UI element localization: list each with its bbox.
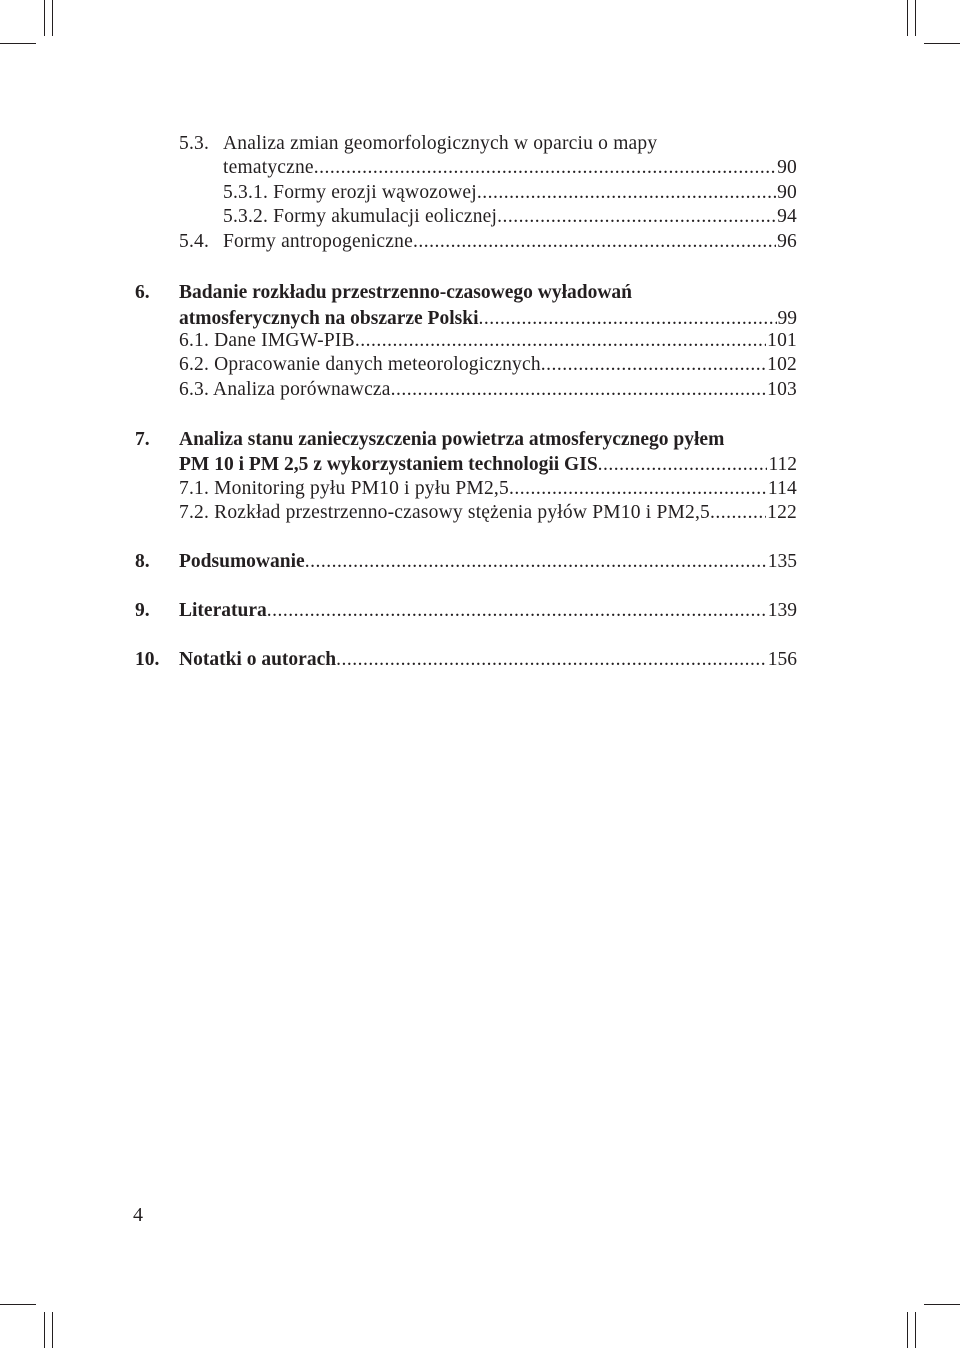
toc-title-line: PM 10 i PM 2,5 z wykorzystaniem technologii GIS	[179, 454, 598, 475]
dot-leader	[598, 453, 768, 477]
toc-number: 6.	[135, 282, 150, 303]
toc-title: Literatura	[179, 600, 267, 621]
crop-mark-top-left-v	[44, 0, 45, 36]
toc-title: 7.1. Monitoring pyłu PM10 i pyłu PM2,5	[179, 478, 509, 499]
toc-page: 101	[767, 330, 797, 351]
dot-leader	[314, 156, 776, 180]
crop-mark-top-right-v2	[915, 0, 916, 36]
dot-leader	[541, 353, 766, 377]
dot-leader	[497, 205, 776, 229]
toc-title-line: atmosferycznych na obszarze Polski	[179, 308, 479, 329]
toc-entry-5-4[interactable]	[0, 230, 800, 254]
toc-leader	[179, 550, 797, 574]
crop-mark-top-left-v2	[52, 0, 53, 36]
toc-title: 7.2. Rozkład przestrzenno-czasowy stężenia pyłów PM10 i PM2,5	[179, 502, 711, 523]
toc-page: 122	[767, 502, 797, 523]
toc-chapter-7[interactable]	[0, 428, 800, 478]
toc-page: 112	[768, 454, 797, 475]
dot-leader	[413, 230, 776, 254]
toc-entry-6-2[interactable]	[179, 353, 797, 377]
dot-leader	[710, 501, 766, 525]
toc-page: 114	[767, 478, 797, 499]
toc-page: 90	[777, 157, 797, 178]
toc-title-line: Analiza stanu zanieczyszczenia powietrza atmosferycznego pyłem	[179, 429, 725, 450]
toc-chapter-10[interactable]	[0, 648, 800, 672]
toc-leader	[179, 453, 797, 477]
toc-title-line: Analiza zmian geomorfologicznych w oparciu o mapy	[223, 133, 658, 154]
crop-mark-top-left-h	[0, 43, 36, 44]
crop-mark-bottom-left-v	[44, 1312, 45, 1348]
toc-leader	[179, 307, 797, 331]
toc-title: 5.3.2. Formy akumulacji eolicznej	[223, 206, 498, 227]
dot-leader	[479, 307, 777, 331]
toc-page: 99	[777, 308, 797, 329]
toc-entry-5-3[interactable]	[0, 132, 800, 180]
toc-number: 9.	[135, 600, 150, 621]
crop-mark-top-right-v	[907, 0, 908, 36]
toc-page: 135	[767, 551, 797, 572]
toc-title: 6.2. Opracowanie danych meteorologicznych	[179, 354, 541, 375]
crop-mark-bottom-left-h	[0, 1304, 36, 1305]
dot-leader	[355, 329, 766, 353]
page-number: 4	[133, 1204, 143, 1226]
toc-chapter-6[interactable]	[0, 281, 800, 331]
toc-title: 5.3.1. Formy erozji wąwozowej	[223, 182, 477, 203]
toc-title: Notatki o autorach	[179, 649, 337, 670]
toc-number: 8.	[135, 551, 150, 572]
toc-title-line: tematyczne	[223, 157, 314, 178]
crop-mark-bottom-right-v2	[915, 1312, 916, 1348]
toc-leader	[179, 599, 797, 623]
toc-title: 6.3. Analiza porównawcza	[179, 379, 391, 400]
toc-entry-5-3-2[interactable]	[223, 205, 797, 229]
toc-chapter-8[interactable]	[0, 550, 800, 574]
toc-entry-7-1[interactable]	[179, 477, 797, 501]
crop-mark-bottom-left-v2	[52, 1312, 53, 1348]
dot-leader	[336, 648, 767, 672]
toc-page: 96	[777, 231, 797, 252]
toc-leader	[179, 648, 797, 672]
toc-leader	[223, 230, 797, 254]
toc-entry-5-3-1[interactable]	[223, 181, 797, 205]
toc-entry-6-3[interactable]	[179, 378, 797, 402]
toc-page: 90	[777, 182, 797, 203]
toc-title-line: Badanie rozkładu przestrzenno-czasowego wyładowań	[179, 282, 633, 303]
dot-leader	[305, 550, 767, 574]
toc-number: 7.	[135, 429, 150, 450]
toc-page: 94	[777, 206, 797, 227]
crop-mark-bottom-right-h	[924, 1304, 960, 1305]
toc-leader	[223, 156, 797, 180]
toc-number: 5.4.	[179, 231, 210, 252]
dot-leader	[477, 181, 776, 205]
dot-leader	[509, 477, 767, 501]
dot-leader	[391, 378, 767, 402]
toc-page: 139	[767, 600, 797, 621]
toc-page: 102	[767, 354, 797, 375]
crop-mark-top-right-h	[924, 43, 960, 44]
toc-page: 156	[767, 649, 797, 670]
toc-page: 103	[767, 379, 797, 400]
toc-entry-6-1[interactable]	[179, 329, 797, 353]
toc-chapter-9[interactable]	[0, 599, 800, 623]
crop-mark-bottom-right-v	[907, 1312, 908, 1348]
toc-title: 6.1. Dane IMGW-PIB	[179, 330, 355, 351]
toc-number: 10.	[135, 649, 160, 670]
toc-entry-7-2[interactable]	[179, 501, 797, 525]
toc-number: 5.3.	[179, 133, 210, 154]
toc-title: Podsumowanie	[179, 551, 305, 572]
toc-title: Formy antropogeniczne	[223, 231, 413, 252]
dot-leader	[267, 599, 767, 623]
